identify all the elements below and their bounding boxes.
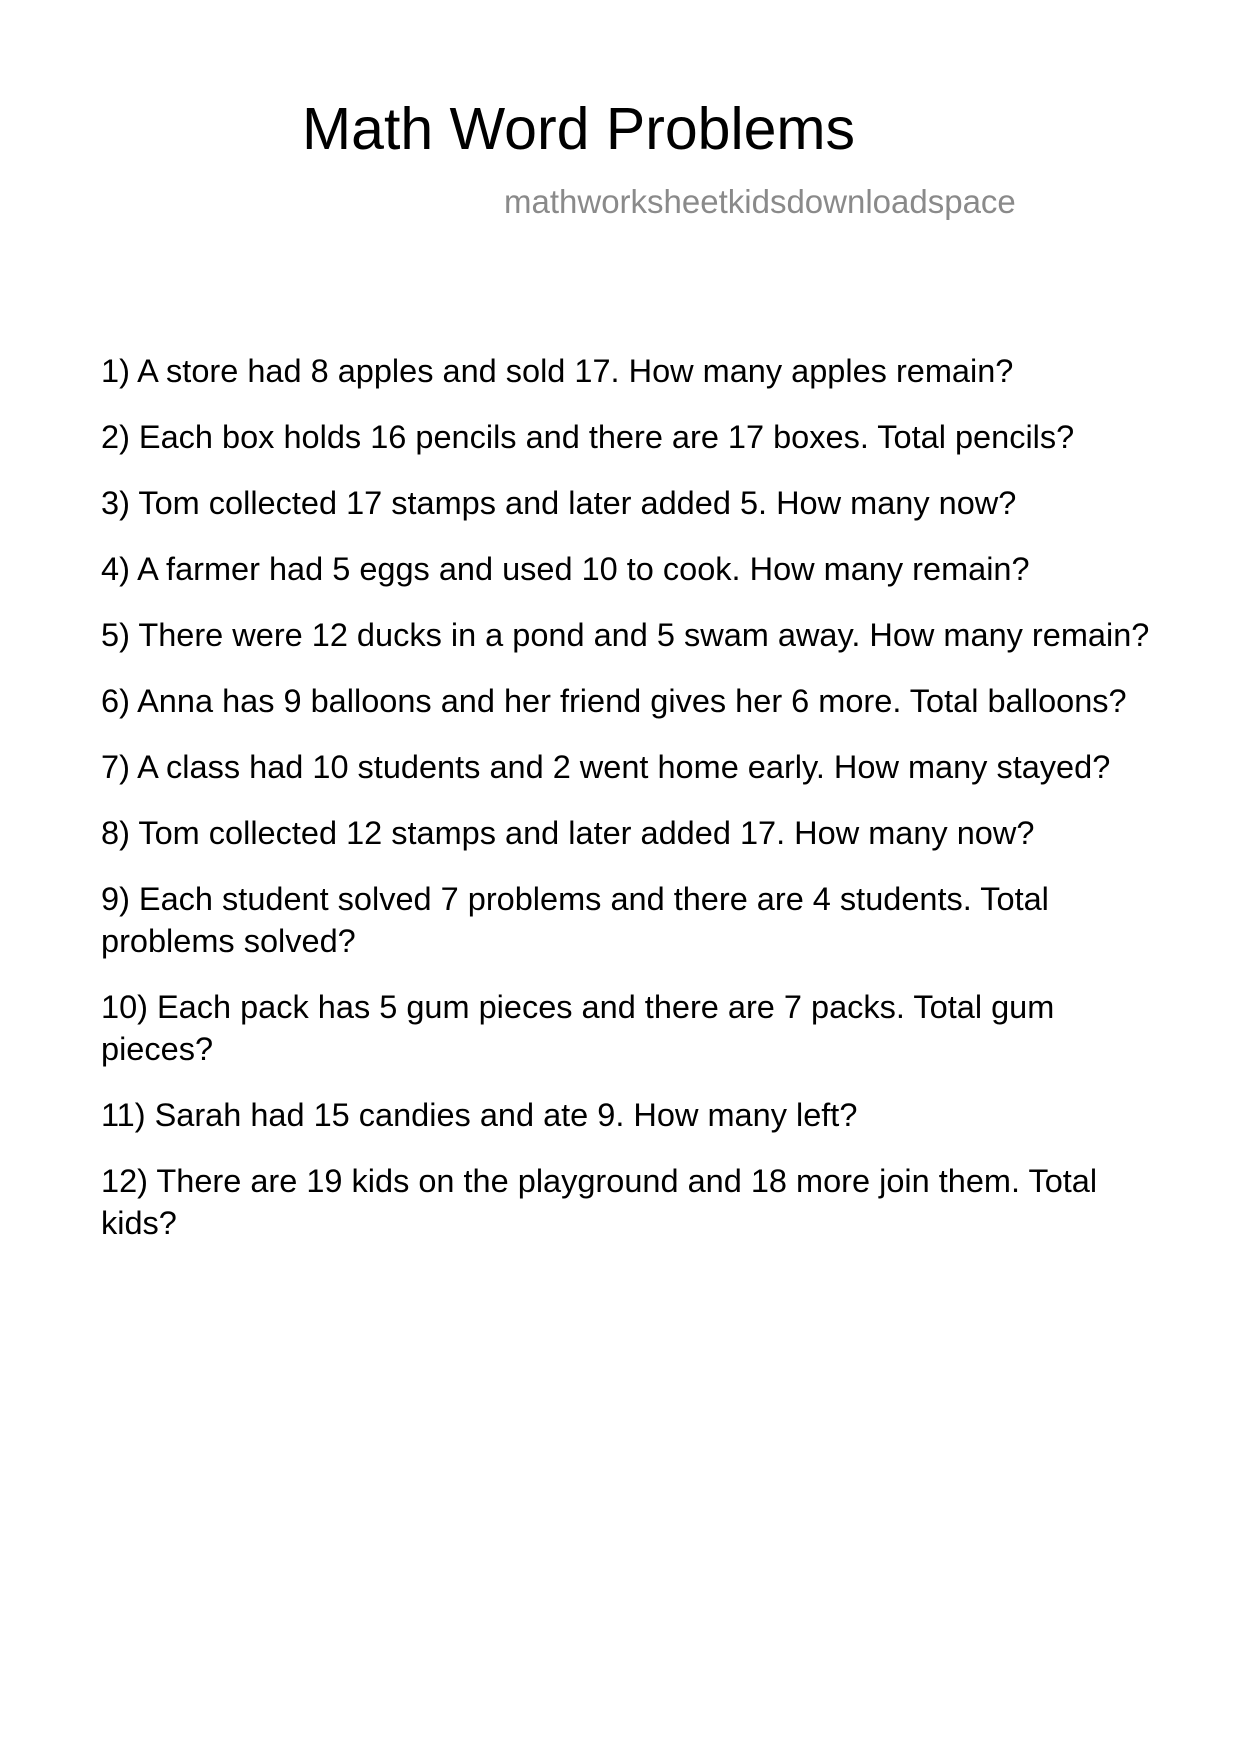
problem-item: 9) Each student solved 7 problems and there are 4 students. Total problems solved? xyxy=(101,881,1049,959)
problem-item: 1) A store had 8 apples and sold 17. How many apples remain? xyxy=(101,353,1014,389)
problem-item: 12) There are 19 kids on the playground and 18 more join them. Total kids? xyxy=(101,1163,1098,1241)
problem-item: 3) Tom collected 17 stamps and later added 5. How many now? xyxy=(101,485,1017,521)
problem-item: 11) Sarah had 15 candies and ate 9. How many left? xyxy=(101,1097,858,1133)
problem-item: 8) Tom collected 12 stamps and later added 17. How many now? xyxy=(101,815,1035,851)
problem-item: 10) Each pack has 5 gum pieces and there are 7 packs. Total gum pieces? xyxy=(101,989,1055,1067)
problem-item: 2) Each box holds 16 pencils and there are 17 boxes. Total pencils? xyxy=(101,419,1075,455)
problem-item: 5) There were 12 ducks in a pond and 5 swam away. How many remain? xyxy=(101,617,1150,653)
worksheet-title: Math Word Problems xyxy=(302,96,856,162)
worksheet-source: mathworksheetkidsdownloadspace xyxy=(504,183,1016,220)
problem-item: 6) Anna has 9 balloons and her friend gives her 6 more. Total balloons? xyxy=(101,683,1127,719)
problem-item: 7) A class had 10 students and 2 went home early. How many stayed? xyxy=(101,749,1111,785)
problem-item: 4) A farmer had 5 eggs and used 10 to cook. How many remain? xyxy=(101,551,1030,587)
problem-list xyxy=(101,350,1151,1268)
